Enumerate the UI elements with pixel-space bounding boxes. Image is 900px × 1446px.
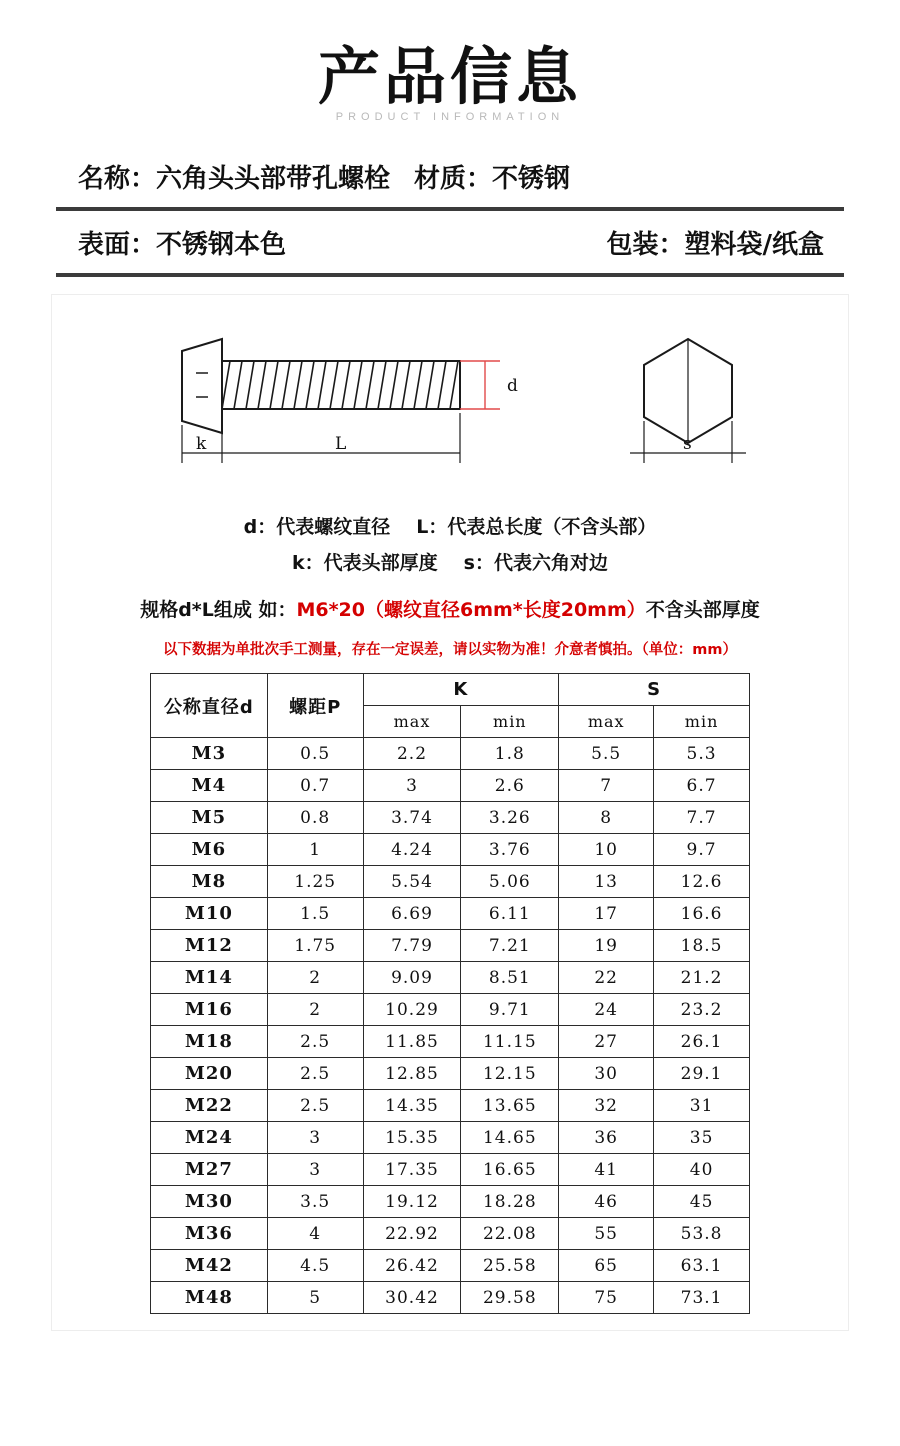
cell-k-max: 22.92 — [363, 1218, 461, 1250]
cell-pitch: 4.5 — [267, 1250, 363, 1282]
header-s-max: max — [559, 706, 654, 738]
cell-s-max: 55 — [559, 1218, 654, 1250]
table-body — [151, 738, 750, 1314]
cell-diameter: M30 — [151, 1186, 268, 1218]
table-row — [151, 898, 750, 930]
cell-s-min: 6.7 — [654, 770, 750, 802]
cell-s-min: 26.1 — [654, 1026, 750, 1058]
spec-row-name — [56, 145, 844, 207]
cell-s-max: 46 — [559, 1186, 654, 1218]
cell-s-min: 73.1 — [654, 1282, 750, 1314]
table-row — [151, 770, 750, 802]
cell-k-min: 1.8 — [461, 738, 559, 770]
cell-diameter: M3 — [151, 738, 268, 770]
cell-s-min: 40 — [654, 1154, 750, 1186]
cell-k-min: 11.15 — [461, 1026, 559, 1058]
header-k-min: min — [461, 706, 559, 738]
cell-s-max: 22 — [559, 962, 654, 994]
measurement-warning: 以下数据为单批次手工测量，存在一定误差，请以实物为准！介意者慎拍。（单位：mm） — [163, 642, 737, 659]
cell-k-max: 17.35 — [363, 1154, 461, 1186]
cell-s-max: 24 — [559, 994, 654, 1026]
cell-pitch: 1.5 — [267, 898, 363, 930]
header-s: S — [559, 674, 750, 706]
cell-k-max: 3.74 — [363, 802, 461, 834]
cell-s-max: 36 — [559, 1122, 654, 1154]
cell-diameter: M10 — [151, 898, 268, 930]
legend-line-2 — [66, 545, 834, 581]
cell-s-max: 41 — [559, 1154, 654, 1186]
cell-pitch: 3 — [267, 1122, 363, 1154]
cell-k-min: 2.6 — [461, 770, 559, 802]
cell-s-max: 17 — [559, 898, 654, 930]
diagram-legend — [66, 509, 834, 581]
product-package-label: 包装：塑料袋/纸盒 — [606, 229, 824, 260]
cell-pitch: 3 — [267, 1154, 363, 1186]
cell-k-min: 5.06 — [461, 866, 559, 898]
cell-pitch: 0.5 — [267, 738, 363, 770]
table-row — [151, 1282, 750, 1314]
cell-s-max: 75 — [559, 1282, 654, 1314]
legend-line-1 — [66, 509, 834, 545]
cell-s-min: 23.2 — [654, 994, 750, 1026]
cell-k-min: 7.21 — [461, 930, 559, 962]
divider-bottom — [56, 273, 844, 277]
table-row — [151, 930, 750, 962]
cell-diameter: M48 — [151, 1282, 268, 1314]
cell-diameter: M20 — [151, 1058, 268, 1090]
cell-pitch: 2 — [267, 994, 363, 1026]
cell-diameter: M16 — [151, 994, 268, 1026]
cell-k-min: 18.28 — [461, 1186, 559, 1218]
cell-s-min: 7.7 — [654, 802, 750, 834]
spec-row-surface — [56, 211, 844, 273]
cell-k-min: 3.76 — [461, 834, 559, 866]
table-row — [151, 994, 750, 1026]
cell-k-max: 14.35 — [363, 1090, 461, 1122]
table-row — [151, 1186, 750, 1218]
table-row — [151, 1090, 750, 1122]
cell-pitch: 3.5 — [267, 1186, 363, 1218]
cell-k-min: 29.58 — [461, 1282, 559, 1314]
dimension-label-d: d — [507, 376, 518, 397]
formula-example: M6*20（螺纹直径6mm*长度20mm） — [296, 599, 646, 622]
header-pitch: 螺距P — [267, 674, 363, 738]
cell-s-max: 8 — [559, 802, 654, 834]
cell-diameter: M4 — [151, 770, 268, 802]
table-row — [151, 1218, 750, 1250]
cell-k-max: 4.24 — [363, 834, 461, 866]
cell-pitch: 0.8 — [267, 802, 363, 834]
cell-s-min: 35 — [654, 1122, 750, 1154]
cell-pitch: 1.25 — [267, 866, 363, 898]
cell-pitch: 2.5 — [267, 1090, 363, 1122]
cell-s-max: 27 — [559, 1026, 654, 1058]
cell-k-max: 19.12 — [363, 1186, 461, 1218]
cell-k-min: 6.11 — [461, 898, 559, 930]
table-row — [151, 866, 750, 898]
cell-k-max: 12.85 — [363, 1058, 461, 1090]
table-row — [151, 1250, 750, 1282]
cell-pitch: 1.75 — [267, 930, 363, 962]
table-row — [151, 1154, 750, 1186]
cell-k-max: 2.2 — [363, 738, 461, 770]
cell-s-max: 32 — [559, 1090, 654, 1122]
cell-k-min: 9.71 — [461, 994, 559, 1026]
cell-pitch: 2 — [267, 962, 363, 994]
cell-s-min: 9.7 — [654, 834, 750, 866]
cell-diameter: M12 — [151, 930, 268, 962]
cell-s-min: 5.3 — [654, 738, 750, 770]
legend-s: s：代表六角对边 — [463, 552, 608, 575]
cell-k-min: 16.65 — [461, 1154, 559, 1186]
header-diameter: 公称直径d — [151, 674, 268, 738]
cell-s-min: 12.6 — [654, 866, 750, 898]
table-header-row-1 — [151, 674, 750, 706]
cell-pitch: 0.7 — [267, 770, 363, 802]
cell-k-max: 6.69 — [363, 898, 461, 930]
page-subtitle: PRODUCT INFORMATION — [335, 111, 565, 124]
cell-diameter: M5 — [151, 802, 268, 834]
header-s-min: min — [654, 706, 750, 738]
cell-diameter: M14 — [151, 962, 268, 994]
product-detail-panel — [52, 295, 848, 1330]
table-row — [151, 1058, 750, 1090]
bolt-diagram-svg — [70, 323, 830, 498]
product-name-label: 名称：六角头头部带孔螺栓 — [78, 163, 391, 194]
cell-pitch: 1 — [267, 834, 363, 866]
cell-pitch: 5 — [267, 1282, 363, 1314]
formula-suffix: 不含头部厚度 — [645, 599, 760, 622]
product-surface-label: 表面：不锈钢本色 — [78, 229, 287, 260]
cell-s-min: 29.1 — [654, 1058, 750, 1090]
table-row — [151, 738, 750, 770]
cell-k-max: 11.85 — [363, 1026, 461, 1058]
header-k: K — [363, 674, 559, 706]
cell-k-max: 3 — [363, 770, 461, 802]
cell-k-min: 13.65 — [461, 1090, 559, 1122]
formula-prefix: 规格d*L组成 如： — [140, 599, 297, 622]
cell-k-max: 15.35 — [363, 1122, 461, 1154]
cell-diameter: M6 — [151, 834, 268, 866]
cell-s-min: 45 — [654, 1186, 750, 1218]
cell-diameter: M8 — [151, 866, 268, 898]
cell-k-min: 14.65 — [461, 1122, 559, 1154]
cell-s-max: 19 — [559, 930, 654, 962]
cell-s-min: 31 — [654, 1090, 750, 1122]
dimension-label-k: k — [196, 434, 207, 455]
cell-diameter: M18 — [151, 1026, 268, 1058]
spec-list — [56, 145, 844, 277]
cell-s-min: 16.6 — [654, 898, 750, 930]
cell-diameter: M27 — [151, 1154, 268, 1186]
cell-s-max: 65 — [559, 1250, 654, 1282]
cell-s-min: 21.2 — [654, 962, 750, 994]
cell-s-max: 7 — [559, 770, 654, 802]
table-row — [151, 802, 750, 834]
dimension-table — [150, 673, 750, 1314]
legend-k: k：代表头部厚度 — [292, 552, 438, 575]
cell-pitch: 2.5 — [267, 1026, 363, 1058]
cell-k-min: 25.58 — [461, 1250, 559, 1282]
product-material-label: 材质：不锈钢 — [414, 163, 571, 194]
dimension-label-s: s — [683, 434, 692, 455]
legend-L: L：代表总长度（不含头部） — [416, 516, 657, 539]
cell-k-max: 30.42 — [363, 1282, 461, 1314]
cell-diameter: M42 — [151, 1250, 268, 1282]
cell-k-max: 10.29 — [363, 994, 461, 1026]
cell-diameter: M36 — [151, 1218, 268, 1250]
table-row — [151, 834, 750, 866]
cell-k-min: 8.51 — [461, 962, 559, 994]
cell-s-min: 53.8 — [654, 1218, 750, 1250]
cell-s-max: 10 — [559, 834, 654, 866]
bolt-dimension-diagram — [66, 323, 834, 503]
cell-s-min: 63.1 — [654, 1250, 750, 1282]
cell-pitch: 4 — [267, 1218, 363, 1250]
page-title: 产品信息 — [317, 40, 582, 113]
spec-formula — [66, 595, 834, 622]
cell-k-max: 9.09 — [363, 962, 461, 994]
cell-k-max: 5.54 — [363, 866, 461, 898]
cell-k-max: 7.79 — [363, 930, 461, 962]
cell-s-min: 18.5 — [654, 930, 750, 962]
cell-pitch: 2.5 — [267, 1058, 363, 1090]
legend-d: d：代表螺纹直径 — [243, 516, 391, 539]
page-header — [0, 0, 900, 123]
cell-diameter: M22 — [151, 1090, 268, 1122]
cell-k-min: 12.15 — [461, 1058, 559, 1090]
cell-k-max: 26.42 — [363, 1250, 461, 1282]
cell-k-min: 22.08 — [461, 1218, 559, 1250]
table-row — [151, 962, 750, 994]
cell-s-max: 13 — [559, 866, 654, 898]
table-row — [151, 1122, 750, 1154]
dimension-label-L: L — [335, 434, 347, 455]
cell-s-max: 30 — [559, 1058, 654, 1090]
header-k-max: max — [363, 706, 461, 738]
cell-k-min: 3.26 — [461, 802, 559, 834]
table-row — [151, 1026, 750, 1058]
cell-s-max: 5.5 — [559, 738, 654, 770]
cell-diameter: M24 — [151, 1122, 268, 1154]
